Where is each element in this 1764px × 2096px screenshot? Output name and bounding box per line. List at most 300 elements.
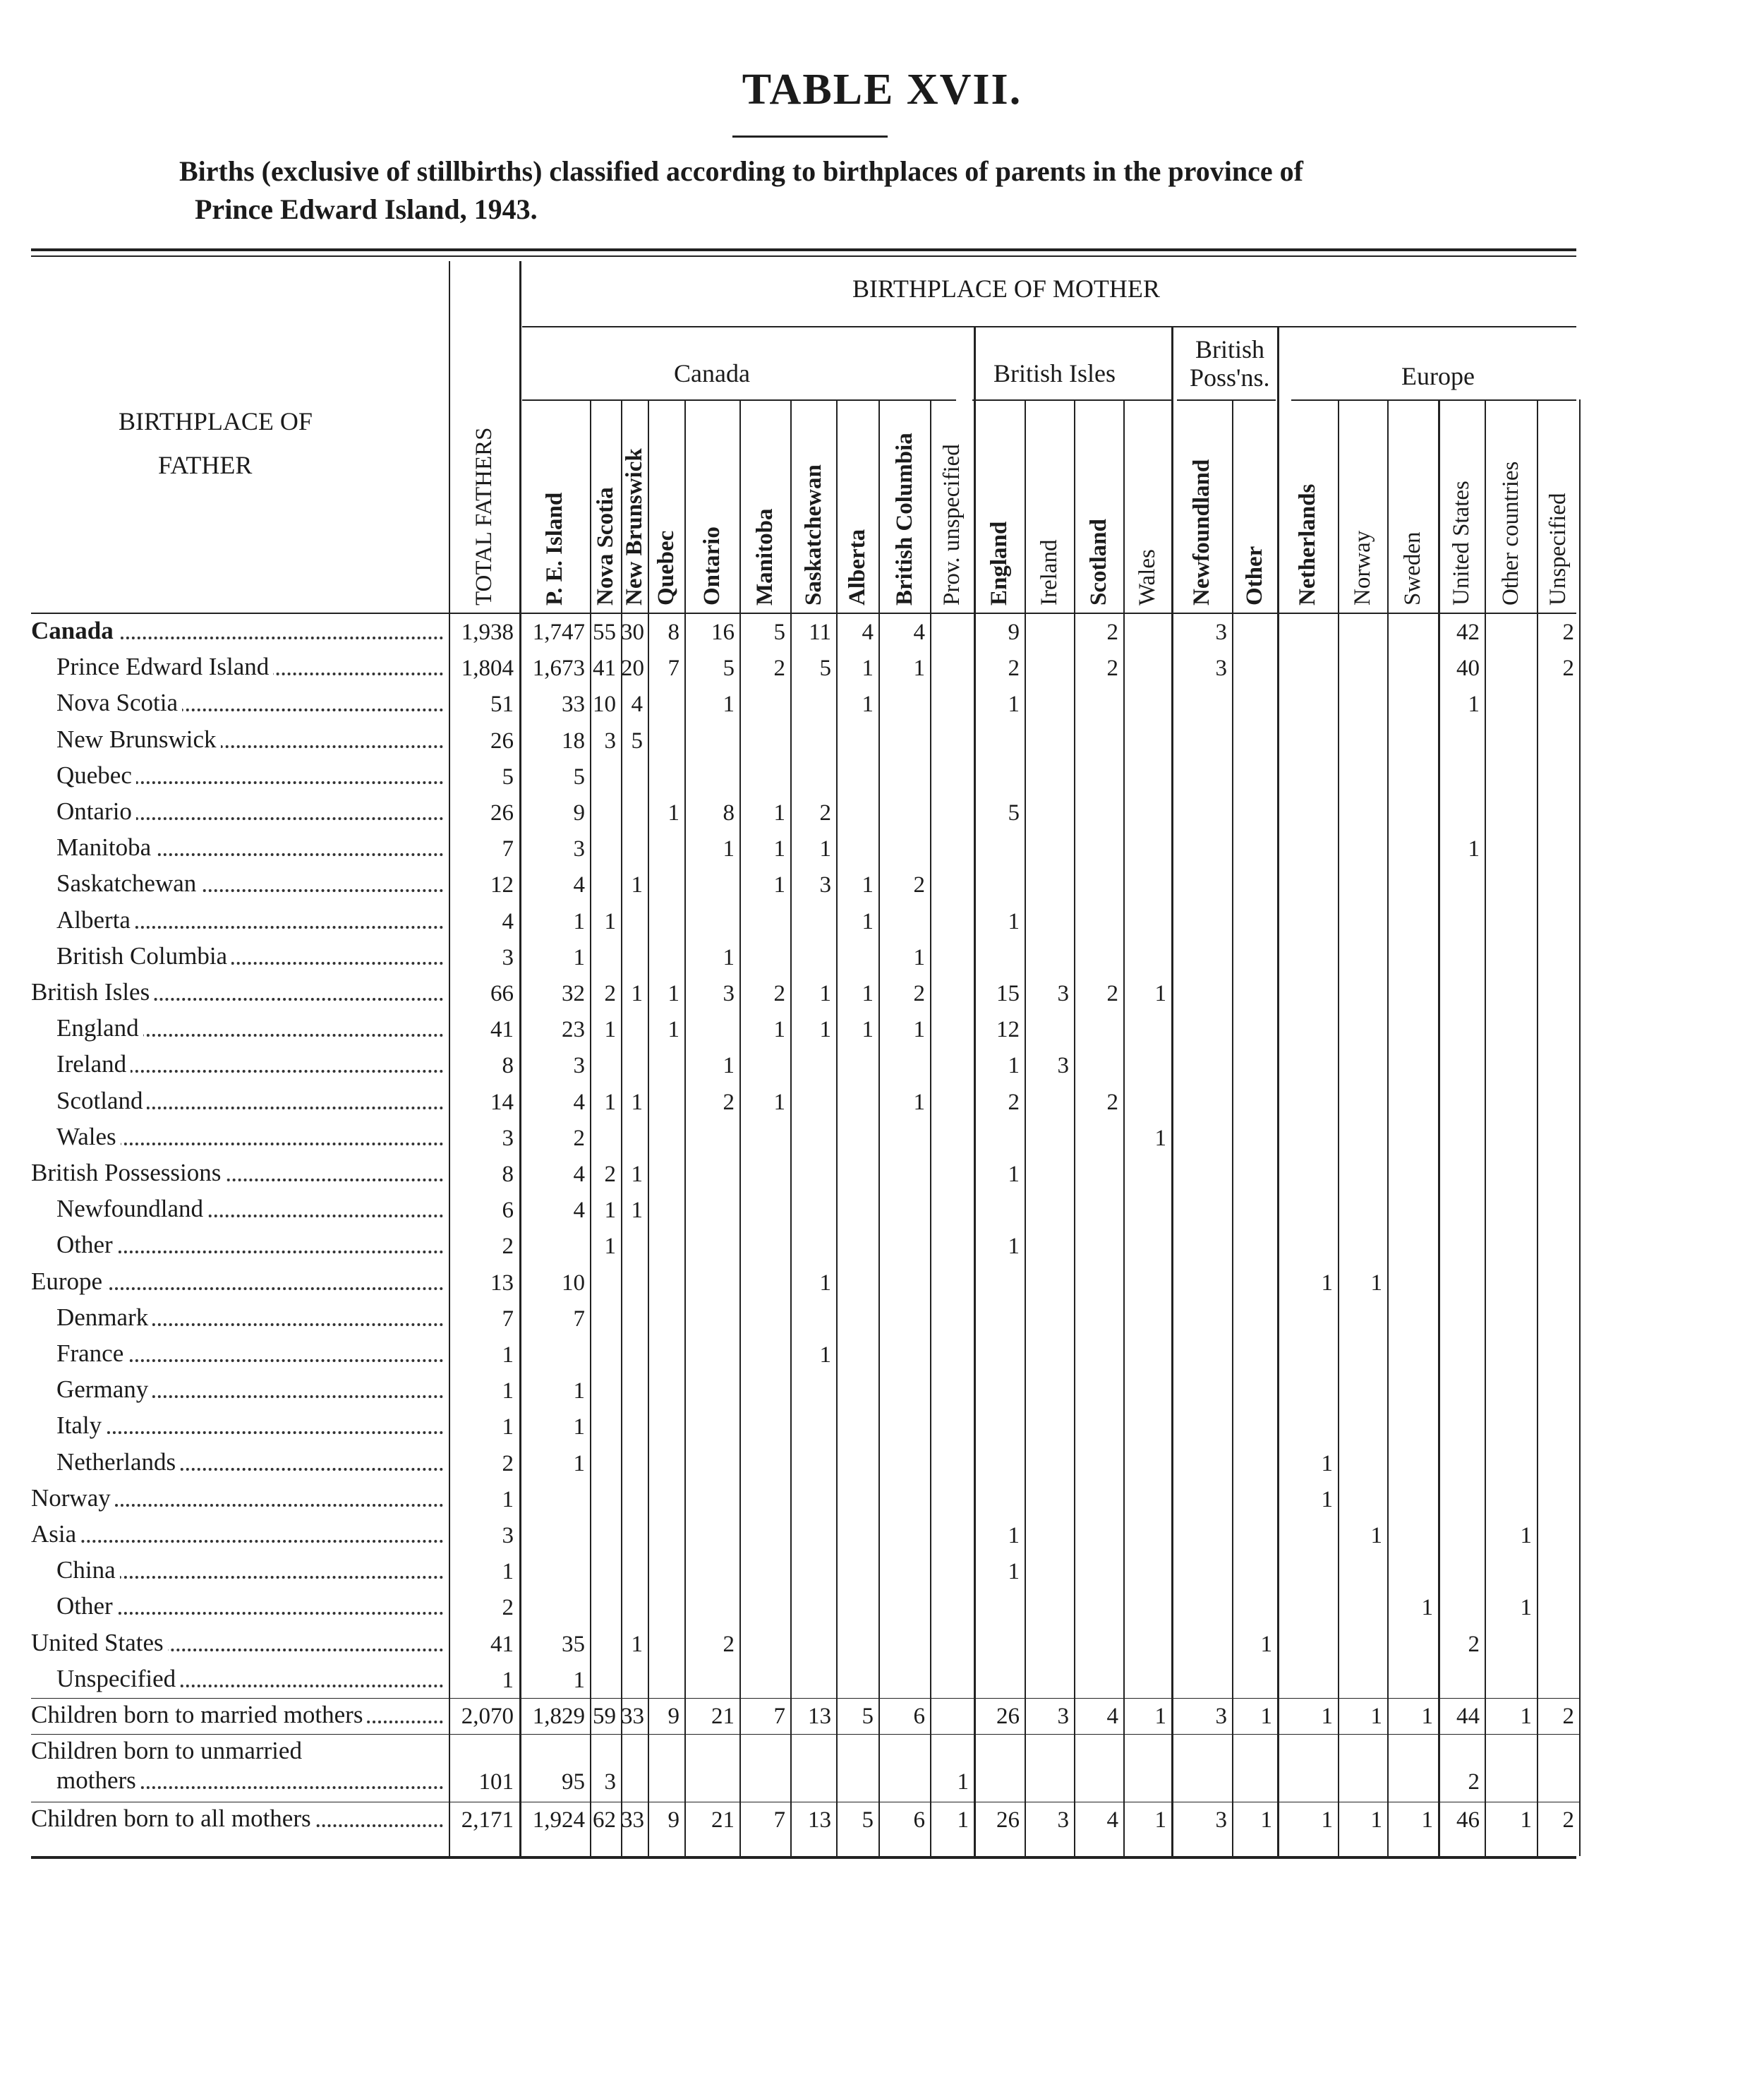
column-divider (1277, 399, 1279, 1856)
cell-wales: 1 (1154, 1807, 1166, 1833)
row-label-text: British Isles (31, 978, 154, 1006)
row-label-text: British Possessions (31, 1159, 225, 1186)
row-label-text: Alberta (56, 906, 135, 934)
cell-manitoba: 1 (773, 800, 785, 826)
cell-p-e-island: 3 (573, 836, 585, 862)
cell-p-e-island: 1 (573, 908, 585, 934)
column-header-manitoba: Manitoba (752, 508, 778, 606)
row-label-text: Ontario (56, 797, 136, 825)
group-divider (1171, 326, 1173, 401)
cell-p-e-island: 1,673 (532, 656, 585, 682)
cell-alberta: 1 (862, 872, 874, 898)
total-fathers-cell: 8 (502, 1162, 514, 1187)
row-label-text: Other (56, 1231, 117, 1258)
row-label (31, 1484, 443, 1512)
cell-new-brunswick: 30 (621, 620, 644, 645)
cell-other-countries: 1 (1520, 1704, 1532, 1729)
group-divider (974, 326, 976, 401)
row-label (56, 725, 443, 754)
cell-ireland: 3 (1057, 981, 1069, 1006)
column-divider (648, 399, 649, 1856)
total-fathers-cell: 13 (490, 1270, 514, 1296)
cell-manitoba: 1 (773, 1089, 785, 1115)
row-label (56, 689, 443, 717)
cell-p-e-island: 10 (562, 1270, 585, 1296)
cell-p-e-island: 32 (562, 981, 585, 1006)
cell-england: 5 (1008, 800, 1020, 826)
cell-saskatchewan: 13 (808, 1704, 831, 1729)
cell-new-brunswick: 33 (621, 1704, 644, 1729)
cell-united-states: 2 (1468, 1769, 1480, 1795)
cell-other: 1 (1260, 1704, 1272, 1729)
total-fathers-cell: 8 (502, 1053, 514, 1079)
cell-newfoundland: 3 (1215, 1704, 1227, 1729)
total-fathers-cell: 41 (490, 1631, 514, 1657)
cell-p-e-island: 1 (573, 1450, 585, 1476)
column-divider (878, 399, 880, 1856)
mother-header: BIRTHPLACE OF MOTHER (852, 275, 1160, 303)
total-fathers-cell: 3 (502, 1523, 514, 1548)
cell-nova-scotia: 1 (604, 908, 616, 934)
cell-alberta: 1 (862, 692, 874, 718)
cell-new-brunswick: 1 (631, 1162, 643, 1187)
column-header-norway: Norway (1350, 530, 1375, 606)
total-fathers-cell: 7 (502, 836, 514, 862)
column-header-p-e-island: P. E. Island (542, 492, 567, 606)
cell-manitoba: 2 (773, 656, 785, 682)
cell-p-e-island: 23 (562, 1017, 585, 1043)
column-divider (790, 399, 792, 1856)
cell-ontario: 8 (723, 800, 735, 826)
cell-quebec: 1 (667, 800, 679, 826)
cell-other-countries: 1 (1520, 1523, 1532, 1548)
row-label-text: Netherlands (56, 1448, 180, 1476)
group-divider (1277, 326, 1279, 401)
cell-quebec: 1 (667, 1017, 679, 1043)
group-british-poss-header-1: British (1195, 335, 1265, 363)
cell-unspecified: 2 (1562, 1807, 1574, 1833)
total-fathers-cell: 101 (478, 1769, 514, 1795)
cell-british-columbia: 6 (913, 1704, 925, 1729)
cell-new-brunswick: 20 (621, 656, 644, 682)
total-fathers-cell: 14 (490, 1089, 514, 1115)
cell-p-e-island: 1 (573, 944, 585, 970)
cell-alberta: 5 (862, 1704, 874, 1729)
column-divider (930, 399, 931, 1856)
cell-manitoba: 2 (773, 981, 785, 1006)
cell-ontario: 1 (723, 1053, 735, 1079)
cell-nova-scotia: 1 (604, 1198, 616, 1224)
cell-netherlands: 1 (1321, 1450, 1333, 1476)
row-label-text: Newfoundland (56, 1195, 207, 1222)
cell-saskatchewan: 11 (809, 620, 831, 645)
cell-p-e-island: 95 (562, 1769, 585, 1795)
total-fathers-cell: 1 (502, 1378, 514, 1404)
total-fathers-cell: 41 (490, 1017, 514, 1043)
column-divider (1387, 399, 1389, 1856)
column-header-new-brunswick: New Brunswick (622, 448, 647, 606)
cell-nova-scotia: 1 (604, 1017, 616, 1043)
cell-ireland: 3 (1057, 1807, 1069, 1833)
cell-united-states: 40 (1456, 656, 1480, 682)
cell-netherlands: 1 (1321, 1704, 1333, 1729)
cell-england: 1 (1008, 1162, 1020, 1187)
cell-saskatchewan: 1 (819, 1270, 831, 1296)
row-rule (31, 1698, 1579, 1699)
cell-new-brunswick: 1 (631, 981, 643, 1006)
column-header-newfoundland: Newfoundland (1189, 459, 1214, 606)
column-divider (1074, 399, 1075, 1856)
column-header-prov-unspecified: Prov. unspecified (939, 444, 965, 606)
cell-scotland: 2 (1106, 981, 1118, 1006)
cell-norway: 1 (1370, 1704, 1382, 1729)
cell-british-columbia: 2 (913, 981, 925, 1006)
column-header-saskatchewan: Saskatchewan (800, 464, 826, 606)
cell-p-e-island: 35 (562, 1631, 585, 1657)
cell-p-e-island: 33 (562, 692, 585, 718)
row-label (56, 1375, 443, 1404)
total-fathers-cell: 1 (502, 1559, 514, 1585)
row-label-text: Germany (56, 1375, 152, 1403)
cell-ontario: 16 (711, 620, 735, 645)
cell-nova-scotia: 2 (604, 981, 616, 1006)
cell-british-columbia: 4 (913, 620, 925, 645)
column-header-united-states: United States (1449, 481, 1474, 606)
cell-ontario: 2 (723, 1631, 735, 1657)
cell-saskatchewan: 1 (819, 836, 831, 862)
total-fathers-cell: 4 (502, 908, 514, 934)
row-label-text: United States (31, 1629, 168, 1656)
cell-alberta: 1 (862, 1017, 874, 1043)
subtitle-line-2: Prince Edward Island, 1943. (195, 193, 538, 225)
column-header-alberta: Alberta (845, 529, 870, 606)
total-fathers-cell: 5 (502, 764, 514, 790)
column-header-unspecified: Unspecified (1545, 493, 1571, 606)
cell-england: 1 (1008, 1234, 1020, 1260)
total-fathers-cell: 26 (490, 728, 514, 754)
cell-unspecified: 2 (1562, 620, 1574, 645)
cell-saskatchewan: 5 (819, 656, 831, 682)
column-divider (836, 399, 838, 1856)
column-header-other: Other (1242, 546, 1267, 606)
cell-quebec: 9 (667, 1807, 679, 1833)
cell-p-e-island: 1 (573, 1414, 585, 1440)
cell-new-brunswick: 1 (631, 1631, 643, 1657)
cell-new-brunswick: 4 (631, 692, 643, 718)
total-fathers-cell: 2,171 (461, 1807, 514, 1833)
total-fathers-cell: 1,938 (461, 620, 514, 645)
total-fathers-cell: 51 (490, 692, 514, 718)
cell-scotland: 2 (1106, 656, 1118, 682)
cell-nova-scotia: 1 (604, 1089, 616, 1115)
column-divider (1171, 399, 1173, 1856)
cell-scotland: 2 (1106, 1089, 1118, 1115)
cell-ontario: 1 (723, 836, 735, 862)
cell-saskatchewan: 1 (819, 981, 831, 1006)
row-label-text: Quebec (56, 761, 136, 789)
cell-p-e-island: 1,829 (532, 1704, 585, 1729)
cell-nova-scotia: 59 (593, 1704, 616, 1729)
cell-united-states: 2 (1468, 1631, 1480, 1657)
row-label-text: Manitoba (56, 833, 155, 861)
group-british-isles-rule (972, 399, 1171, 401)
row-label (31, 1520, 443, 1548)
cell-nova-scotia: 3 (604, 1769, 616, 1795)
total-fathers-cell: 66 (490, 981, 514, 1006)
column-divider (974, 399, 976, 1856)
cell-england: 1 (1008, 1053, 1020, 1079)
total-fathers-cell: 1 (502, 1486, 514, 1512)
cell-other-countries: 1 (1520, 1807, 1532, 1833)
cell-ireland: 3 (1057, 1704, 1069, 1729)
cell-manitoba: 1 (773, 872, 785, 898)
cell-prov-unspecified: 1 (957, 1769, 969, 1795)
row-label-text: New Brunswick (56, 725, 221, 753)
total-fathers-cell: 12 (490, 872, 514, 898)
row-label (56, 942, 443, 970)
father-header-line-1: BIRTHPLACE OF (119, 407, 313, 435)
row-label-text: Italy (56, 1411, 106, 1439)
row-label-text: Children born to all mothers (31, 1805, 315, 1832)
cell-ontario: 21 (711, 1704, 735, 1729)
row-label (56, 1592, 443, 1620)
cell-netherlands: 1 (1321, 1807, 1333, 1833)
row-label (31, 617, 443, 645)
mother-header-rule (522, 326, 1576, 327)
column-header-sweden: Sweden (1400, 531, 1425, 606)
cell-united-states: 46 (1456, 1807, 1480, 1833)
cell-netherlands: 1 (1321, 1486, 1333, 1512)
column-header-england: England (986, 521, 1012, 606)
row-label (56, 1303, 443, 1332)
cell-saskatchewan: 2 (819, 800, 831, 826)
column-header-british-columbia: British Columbia (891, 433, 917, 606)
top-rule (31, 248, 1576, 251)
cell-quebec: 9 (667, 1704, 679, 1729)
cell-nova-scotia: 1 (604, 1234, 616, 1260)
cell-england: 2 (1008, 656, 1020, 682)
cell-quebec: 1 (667, 981, 679, 1006)
cell-england: 9 (1008, 620, 1020, 645)
row-label-text: Children born to married mothers (31, 1701, 367, 1728)
group-british-poss-rule (1177, 399, 1276, 401)
column-header-nova-scotia: Nova Scotia (593, 487, 618, 606)
total-fathers-cell: 2 (502, 1595, 514, 1621)
cell-newfoundland: 3 (1215, 1807, 1227, 1833)
cell-new-brunswick: 33 (621, 1807, 644, 1833)
cell-prov-unspecified: 1 (957, 1807, 969, 1833)
column-header-ireland: Ireland (1037, 539, 1062, 606)
row-label-text: Nova Scotia (56, 689, 182, 716)
column-divider (1025, 399, 1026, 1856)
cell-ireland: 3 (1057, 1053, 1069, 1079)
cell-england: 26 (996, 1807, 1020, 1833)
cell-netherlands: 1 (1321, 1270, 1333, 1296)
cell-england: 1 (1008, 908, 1020, 934)
cell-sweden: 1 (1421, 1704, 1433, 1729)
group-europe-header: Europe (1401, 362, 1475, 390)
cell-p-e-island: 5 (573, 764, 585, 790)
row-label-text: Asia (31, 1520, 80, 1548)
row-label (56, 869, 443, 898)
row-label (56, 1087, 443, 1115)
row-label-text: Unspecified (56, 1665, 180, 1692)
cell-other: 1 (1260, 1631, 1272, 1657)
row-label (56, 1411, 443, 1440)
column-divider (739, 399, 741, 1856)
row-label (56, 906, 443, 934)
cell-unspecified: 2 (1562, 656, 1574, 682)
cell-norway: 1 (1370, 1523, 1382, 1548)
row-label (31, 1159, 443, 1187)
row-label (56, 1050, 443, 1078)
cell-united-states: 1 (1468, 836, 1480, 862)
subtitle-line-1: Births (exclusive of stillbirths) classified according to birthplaces of parents in the province of (179, 155, 1303, 187)
cell-united-states: 44 (1456, 1704, 1480, 1729)
cell-ontario: 21 (711, 1807, 735, 1833)
cell-new-brunswick: 1 (631, 1089, 643, 1115)
cell-england: 26 (996, 1704, 1020, 1729)
cell-scotland: 4 (1106, 1807, 1118, 1833)
row-label-text: Other (56, 1592, 117, 1620)
total-fathers-cell: 1 (502, 1342, 514, 1368)
cell-p-e-island: 18 (562, 728, 585, 754)
row-label (56, 761, 443, 790)
cell-ontario: 3 (723, 981, 735, 1006)
cell-p-e-island: 9 (573, 800, 585, 826)
row-label-text: England (56, 1014, 143, 1042)
row-label (31, 978, 443, 1006)
column-divider (1485, 399, 1486, 1856)
cell-saskatchewan: 1 (819, 1017, 831, 1043)
cell-alberta: 4 (862, 620, 874, 645)
total-fathers-cell: 2 (502, 1450, 514, 1476)
cell-p-e-island: 1 (573, 1378, 585, 1404)
cell-manitoba: 1 (773, 1017, 785, 1043)
cell-sweden: 1 (1421, 1807, 1433, 1833)
cell-wales: 1 (1154, 1704, 1166, 1729)
column-divider (1537, 399, 1538, 1856)
group-europe-rule (1291, 399, 1576, 401)
row-label-continued (56, 1766, 443, 1795)
total-fathers-cell: 1 (502, 1414, 514, 1440)
cell-unspecified: 2 (1562, 1704, 1574, 1729)
cell-other: 1 (1260, 1807, 1272, 1833)
column-header-total-fathers: TOTAL FATHERS (471, 427, 497, 606)
total-fathers-cell: 2,070 (461, 1704, 514, 1729)
table-title: TABLE XVII. (742, 66, 1022, 114)
cell-wales: 1 (1154, 1125, 1166, 1151)
total-fathers-cell: 1 (502, 1667, 514, 1693)
cell-scotland: 4 (1106, 1704, 1118, 1729)
cell-saskatchewan: 1 (819, 1342, 831, 1368)
row-label-text: mothers (56, 1766, 140, 1794)
cell-british-columbia: 1 (913, 944, 925, 970)
cell-england: 1 (1008, 1559, 1020, 1585)
group-canada-header: Canada (674, 359, 750, 387)
row-label (56, 1231, 443, 1259)
cell-newfoundland: 3 (1215, 620, 1227, 645)
row-label (31, 1629, 443, 1657)
row-label-text: Prince Edward Island (56, 653, 273, 680)
cell-other-countries: 1 (1520, 1595, 1532, 1621)
row-label (56, 797, 443, 826)
row-label (56, 1014, 443, 1042)
column-header-other-countries: Other countries (1498, 461, 1523, 606)
cell-wales: 1 (1154, 981, 1166, 1006)
column-header-netherlands: Netherlands (1295, 483, 1320, 606)
cell-p-e-island: 1 (573, 1667, 585, 1693)
cell-quebec: 8 (667, 620, 679, 645)
cell-p-e-island: 1,747 (532, 620, 585, 645)
cell-nova-scotia: 3 (604, 728, 616, 754)
row-label (56, 1123, 443, 1151)
cell-united-states: 42 (1456, 620, 1480, 645)
cell-alberta: 1 (862, 908, 874, 934)
cell-nova-scotia: 62 (593, 1807, 616, 1833)
total-fathers-cell: 3 (502, 1125, 514, 1151)
column-divider (590, 399, 591, 1856)
cell-new-brunswick: 5 (631, 728, 643, 754)
row-label (31, 1701, 443, 1729)
total-fathers-cell: 26 (490, 800, 514, 826)
cell-norway: 1 (1370, 1807, 1382, 1833)
total-fathers-cell: 3 (502, 944, 514, 970)
column-header-quebec: Quebec (653, 530, 679, 606)
cell-p-e-island: 4 (573, 1198, 585, 1224)
father-header-line-2: FATHER (158, 451, 253, 479)
total-fathers-cell: 2 (502, 1234, 514, 1260)
column-header-wales: Wales (1135, 549, 1160, 606)
row-label-text: Canada (31, 617, 118, 644)
title-underline (732, 135, 888, 138)
cell-norway: 1 (1370, 1270, 1382, 1296)
cell-quebec: 7 (667, 656, 679, 682)
cell-british-columbia: 1 (913, 1017, 925, 1043)
cell-sweden: 1 (1421, 1595, 1433, 1621)
row-label (56, 1448, 443, 1476)
row-label (31, 1267, 443, 1296)
cell-ontario: 5 (723, 656, 735, 682)
cell-p-e-island: 4 (573, 1089, 585, 1115)
cell-ontario: 1 (723, 944, 735, 970)
cell-p-e-island: 1,924 (532, 1807, 585, 1833)
cell-england: 1 (1008, 692, 1020, 718)
cell-england: 1 (1008, 1523, 1020, 1548)
row-label (31, 1805, 443, 1833)
cell-british-columbia: 1 (913, 656, 925, 682)
header-bottom-rule (31, 613, 1576, 614)
cell-british-columbia: 2 (913, 872, 925, 898)
row-label-text: France (56, 1339, 128, 1367)
row-label-text: Europe (31, 1267, 107, 1295)
cell-p-e-island: 4 (573, 1162, 585, 1187)
row-label (56, 1556, 443, 1584)
row-label (31, 1737, 443, 1765)
row-label-text: Wales (56, 1123, 121, 1150)
cell-alberta: 1 (862, 981, 874, 1006)
row-label (56, 653, 443, 681)
row-rule (31, 1734, 1579, 1735)
cell-scotland: 2 (1106, 620, 1118, 645)
bottom-rule (31, 1856, 1576, 1859)
cell-manitoba: 7 (773, 1807, 785, 1833)
cell-p-e-island: 2 (573, 1125, 585, 1151)
top-rule-2 (31, 255, 1576, 257)
cell-manitoba: 1 (773, 836, 785, 862)
cell-nova-scotia: 2 (604, 1162, 616, 1187)
row-label (56, 1339, 443, 1368)
